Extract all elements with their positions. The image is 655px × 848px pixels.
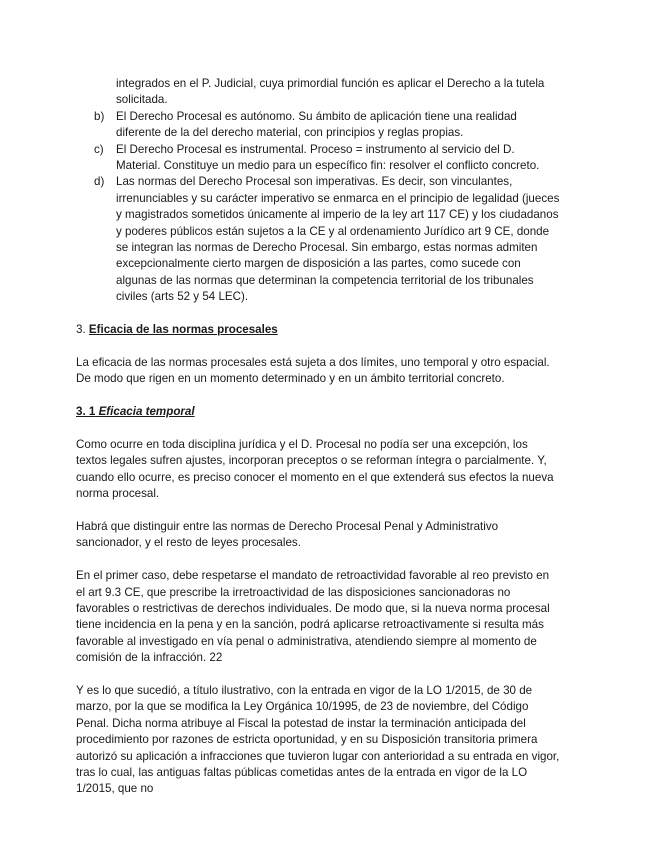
list-marker: c) [94, 142, 104, 156]
section-title: Eficacia temporal [98, 405, 195, 419]
list-item-text: El Derecho Procesal es autónomo. Su ámbito de aplicación tiene una realidad diferente de la del derecho material, con principios y reglas propias. [116, 109, 517, 140]
section-3-1-heading [76, 404, 560, 420]
paragraph: Como ocurre en toda disciplina jurídica y el D. Procesal no podía ser una excepción, los textos legales sufren ajustes, incorporan preceptos o se reforman íntegra o parcialmente. Y, cuando ello ocurre, es preciso conocer el momento en el que extenderá sus efectos la nueva norma procesal. [76, 437, 554, 501]
section-title: Eficacia de las normas procesales [88, 323, 278, 337]
list-item-continuation: integrados en el P. Judicial, cuya primordial función es aplicar el Derecho a la tutela solicitada. [116, 77, 545, 107]
list-item-text: Las normas del Derecho Procesal son imperativas. Es decir, son vinculantes, irrenunciables y su carácter imperativo se enmarca en el principio de legalidad (jueces y magistrados sometidos únicamente al imperio de la ley art 117 CE) y los ciudadanos y poderes públicos están sujetos a la CE y al ordenamiento Jurídico art 9 CE, donde se integran las normas de Derecho Procesal. Sin embargo, estas normas admiten excepcionalmente cierto margen de disposición a las partes, como sucede con algunas de las normas que determinan la competencia territorial de los tribunales civiles (arts 52 y 54 LEC). [116, 175, 560, 304]
list-item [76, 174, 560, 305]
paragraph: Habrá que distinguir entre las normas de Derecho Procesal Penal y Administrativo sancionador, y el resto de leyes procesales. [76, 519, 499, 550]
list-marker: b) [94, 109, 105, 123]
list-item-text: El Derecho Procesal es instrumental. Proceso = instrumento al servicio del D. Material. Constituye un medio para un específico fin: resolver el conflicto concreto. [116, 142, 540, 173]
list-item [76, 109, 560, 142]
list-marker: d) [94, 175, 105, 189]
section-number: 3. 1 [76, 405, 96, 419]
page-content [76, 76, 560, 798]
section-3-paragraph: La eficacia de las normas procesales está sujeta a dos límites, uno temporal y otro espacial. De modo que rigen en un momento determinado y en un ámbito territorial concreto. [76, 355, 550, 386]
list-item [76, 142, 560, 175]
section-3-heading [76, 322, 560, 338]
paragraph: En el primer caso, debe respetarse el mandato de retroactividad favorable al reo previsto en el art 9.3 CE, que prescribe la irretroactividad de las disposiciones sancionadoras no favorables o restrictivas de derechos individuales. De modo que, si la nueva norma procesal tiene incidencia en la pena y en la sanción, podrá aplicarse retroactivamente si resulta más favorable al investigado en vía penal o administrativa, atendiendo siempre al momento de comisión de la infracción. 22 [76, 569, 550, 665]
ordered-list [76, 76, 560, 306]
paragraph: Y es lo que sucedió, a título ilustrativo, con la entrada en vigor de la LO 1/2015, de 30 de marzo, por la que se modifica la Ley Orgánica 10/1995, de 23 de noviembre, del Código Penal. Dicha norma atribuye al Fiscal la potestad de instar la terminación anticipada del procedimiento por razones de estricta oportunidad, y en su Disposición transitoria primera autorizó su aplicación a infracciones que tuvieron lugar con anterioridad a su entrada en vigor, tras lo cual, las antiguas faltas públicas cometidas antes de la entrada en vigor de la LO 1/2015, que no [76, 683, 560, 796]
section-number: 3. [76, 323, 86, 337]
